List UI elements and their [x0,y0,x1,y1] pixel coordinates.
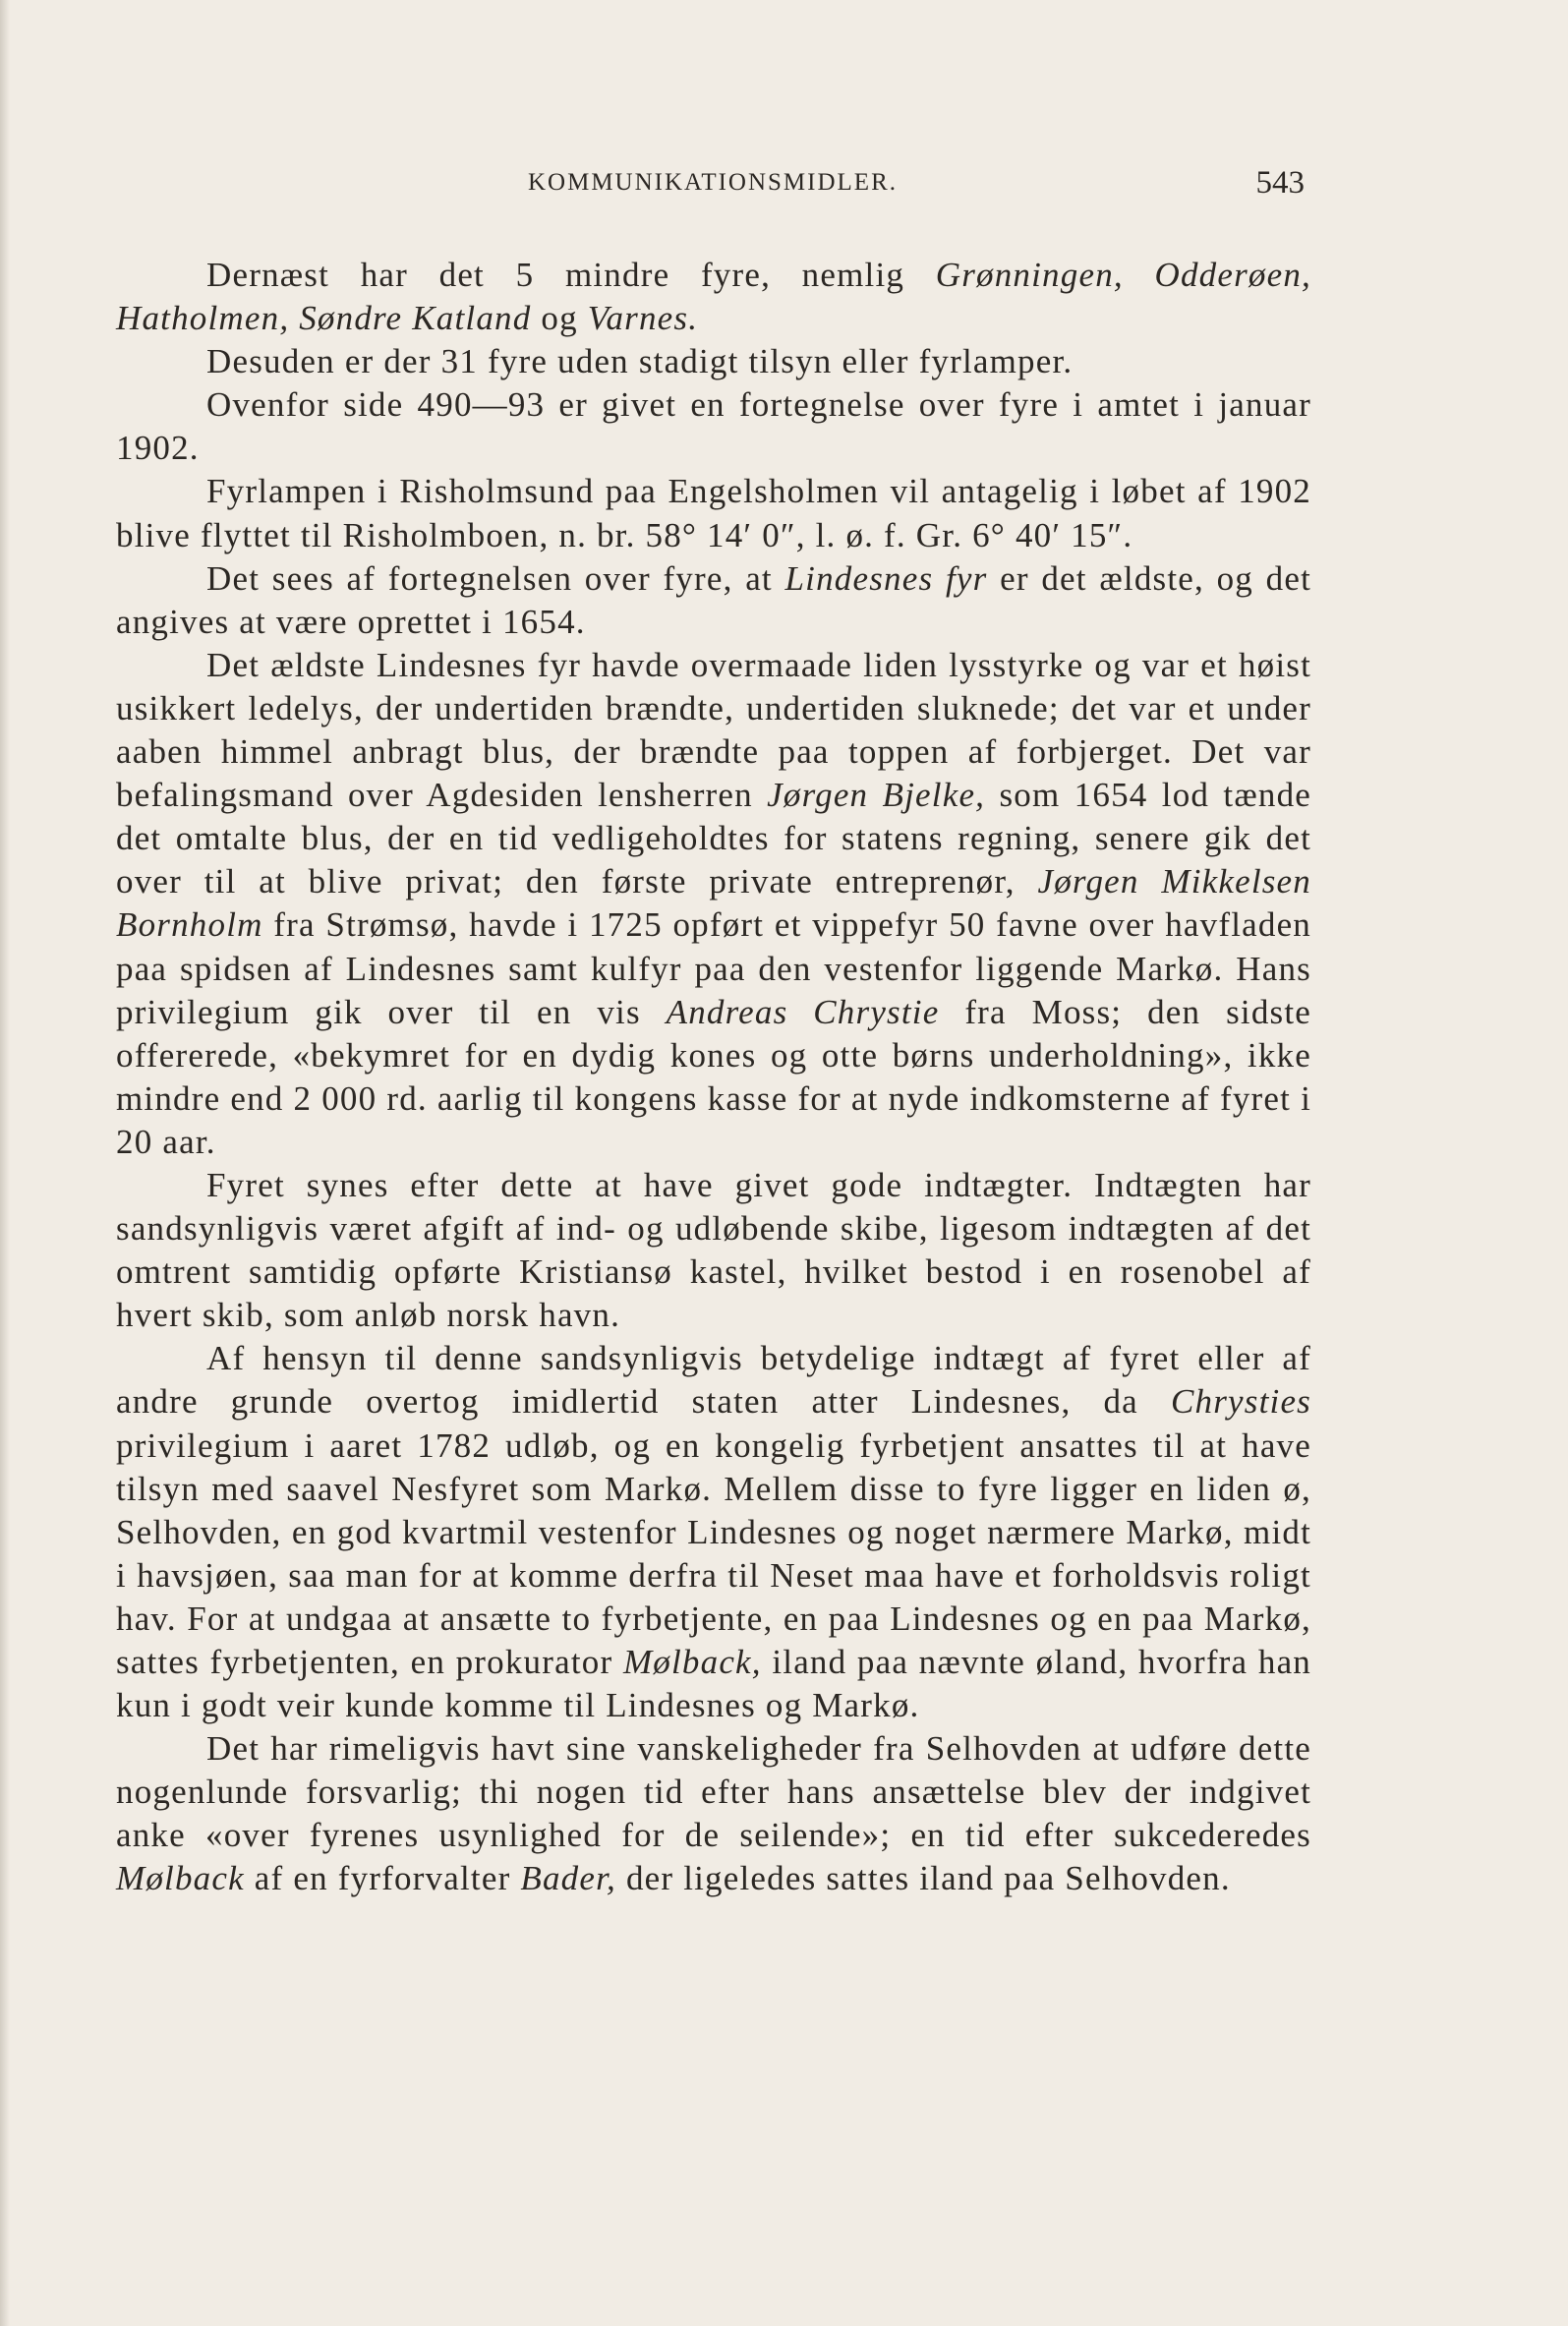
text-span: som 1654 lod tænde det omtalte blus, der en tid vedligeholdtes for statens regning, senere gik det over til at blive privat; den første private entreprenør, [116,776,1312,901]
paragraph [116,644,1311,1164]
text-span: fra Strømsø, havde i 1725 opført et vippefyr 50 favne over havfladen paa spidsen af Lindesnes samt kulfyr paa den vestenfor liggende Markø. Hans privilegium gik over til en vis [116,905,1311,1031]
text-span: privilegium i aaret 1782 udløb, og en kongelig fyrbetjent ansattes til at have tilsyn med saavel Nesfyret som Markø. Mellem disse to fyre ligger en liden ø, Selhovden, en god kvartmil vestenfor Lindesnes og noget nærmere Markø, midt i havsjøen, saa man for at komme derfra til Neset maa have et forholdsvis roligt hav. For at undgaa at ansætte to fyrbetjente, en paa Lindesnes og en paa Markø, sattes fyrbetjenten, en prokurator [116,1425,1311,1681]
text-span: Desuden er der 31 fyre uden stadigt tilsyn eller fyrlamper. [206,342,1074,381]
header-title: KOMMUNIKATIONSMIDLER. [527,169,899,196]
paragraph [116,383,1311,470]
text-span: Fyrlampen i Risholmsund paa Engelsholmen vil antagelig i løbet af 1902 blive flyttet til Risholmboen, n. br. 58° 14′ 0″, l. ø. f. Gr. 6° 40′ 15″. [116,472,1311,554]
paragraph [116,557,1311,644]
text-span: Af hensyn til denne sandsynligvis betydelige indtægt af fyret eller af andre grunde overtog imidlertid staten atter Lindesnes, da [116,1339,1311,1422]
italic-text-span: Lindesnes fyr [784,558,988,598]
paragraph [116,340,1311,383]
italic-text-span: Andreas Chrystie [666,992,940,1031]
text-span: Det har rimeligvis havt sine vanskeligheder fra Selhovden at udføre dette nogenlunde forsvarlig; thi nogen tid efter hans ansættelse blev der indgivet anke «over fyrenes usynlighed for de seilende»; en tid efter sukcederedes [116,1729,1311,1855]
text-span: fra Moss; den sidste offererede, «bekymret for en dydig kones og otte børns underholdning», ikke mindre end 2 000 rd. aarlig til kongens kasse for at nyde indkomsterne af fyret i 20 aar. [116,992,1311,1161]
paragraph [116,1337,1311,1727]
text-span: Det sees af fortegnelsen over fyre, at [206,558,785,598]
paragraph [116,254,1311,340]
italic-text-span: Grønningen, Odderøen, Hatholmen, Søndre Katland [116,256,1311,338]
paragraph [116,1164,1311,1337]
italic-text-span: Mølback, [622,1643,762,1681]
text-span: og [531,299,588,338]
text-span: af en fyrforvalter [244,1859,521,1898]
italic-text-span: Jørgen Mikkelsen Bornholm [116,862,1311,945]
text-span: Det ældste Lindesnes fyr havde overmaade liden lysstyrke og var et høist usikkert ledelys, der undertiden brændte, undertiden sluknede; det var et under aaben himmel anbragt blus, der brændte paa toppen af forbjerget. Det var befalingsmand over Agdesiden lensherren [116,645,1311,815]
running-header [113,165,1312,208]
page-number: 543 [1255,165,1305,201]
italic-text-span: Varnes. [587,299,699,338]
body-text [116,254,1311,1901]
italic-text-span: Mølback [116,1859,245,1898]
text-span: er det ældste, og det angives at være oprettet i 1654. [116,558,1312,641]
paragraph [116,470,1311,556]
text-span: iland paa nævnte øland, hvorfra han kun i godt veir kunde komme til Lindesnes og Markø. [116,1643,1312,1725]
text-span: der ligeledes sattes iland paa Selhovden. [616,1859,1231,1898]
text-span: Fyret synes efter dette at have givet gode indtægter. Indtægten har sandsynligvis været afgift af ind- og udløbende skibe, ligesom indtægten af det omtrent samtidig opførte Kristiansø kastel, hvilket bestod i en rosenobel af hvert skib, som anløb norsk havn. [116,1165,1311,1335]
italic-text-span: Chrysties [1170,1382,1311,1422]
paragraph [116,1727,1311,1900]
italic-text-span: Jørgen Bjelke, [767,776,986,815]
binding-shadow [0,0,10,2326]
text-span: Dernæst har det 5 mindre fyre, nemlig [206,256,936,294]
italic-text-span: Bader, [520,1859,616,1898]
text-span: Ovenfor side 490—93 er givet en fortegnelse over fyre i amtet i januar 1902. [116,385,1311,468]
